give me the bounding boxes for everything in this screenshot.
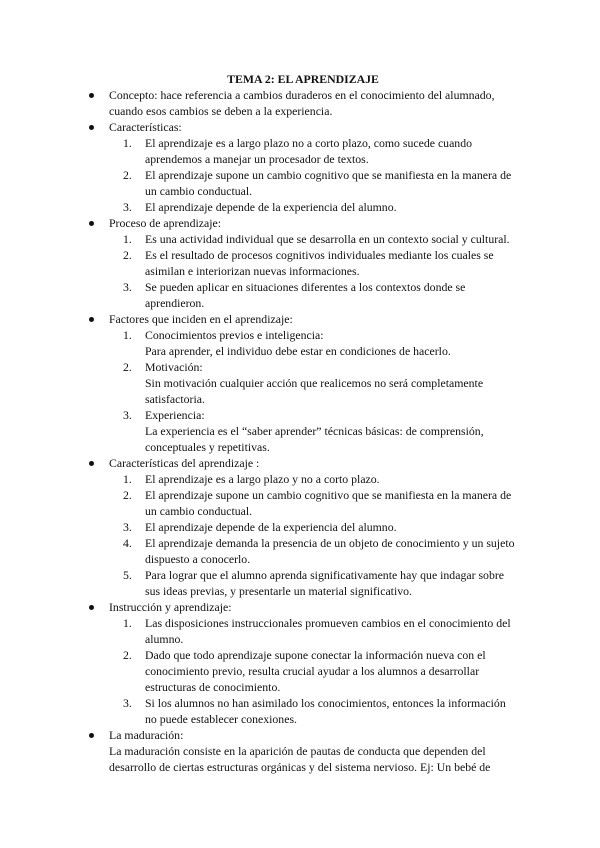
item-text: El aprendizaje supone un cambio cognitivo que se manifiesta en la manera de: [145, 488, 512, 502]
item-number: 2.: [123, 648, 132, 662]
item-number: 2.: [123, 248, 132, 262]
item-number: 3.: [123, 280, 132, 294]
item-number: 1.: [123, 136, 132, 150]
numbered-item: [0, 695, 600, 711]
numbered-item: [0, 471, 600, 487]
item-text: La experiencia es el “saber aprender” técnicas básicas: de comprensión,: [145, 424, 484, 438]
bullet-item: [0, 599, 600, 615]
item-text: aprendieron.: [145, 296, 205, 310]
item-text: sus ideas previas, y presentarle un material significativo.: [145, 584, 412, 598]
bullet-item: [0, 119, 600, 135]
bullet-text: Factores que inciden en el aprendizaje:: [109, 312, 293, 326]
numbered-item-continuation: [0, 551, 600, 567]
item-number: 2.: [123, 168, 132, 182]
item-text: estructuras de conocimiento.: [145, 680, 281, 694]
bullet-text: Proceso de aprendizaje:: [109, 216, 222, 230]
page-title: TEMA 2: EL APRENDIZAJE: [227, 72, 379, 86]
bullet-item: [0, 727, 600, 743]
item-text: satisfactoria.: [145, 392, 205, 406]
bullet-text: Concepto: hace referencia a cambios duraderos en el conocimiento del alumnado,: [109, 88, 495, 102]
numbered-item-continuation: [0, 263, 600, 279]
numbered-item-continuation: [0, 631, 600, 647]
item-text: conocimiento previo, resulta crucial ayudar a los alumnos a desarrollar: [145, 664, 480, 678]
numbered-item-continuation: [0, 583, 600, 599]
numbered-item-continuation: [0, 711, 600, 727]
numbered-item: [0, 519, 600, 535]
numbered-item: [0, 247, 600, 263]
item-text: El aprendizaje depende de la experiencia del alumno.: [145, 200, 397, 214]
item-number: 5.: [123, 568, 132, 582]
item-text: Es una actividad individual que se desarrolla en un contexto social y cultural.: [145, 232, 510, 246]
numbered-item: [0, 167, 600, 183]
item-text: El aprendizaje es a largo plazo y no a corto plazo.: [145, 472, 380, 486]
numbered-item-continuation: [0, 663, 600, 679]
item-text: un cambio conductual.: [145, 184, 253, 198]
item-number: 2.: [123, 488, 132, 502]
item-number: 1.: [123, 616, 132, 630]
bullet-text: Características:: [109, 120, 182, 134]
numbered-item: [0, 407, 600, 423]
numbered-item-continuation: [0, 295, 600, 311]
item-text: dispuesto a conocerlo.: [145, 552, 251, 566]
bullet-item: [0, 455, 600, 471]
item-text: aprendemos a manejar un procesador de textos.: [145, 152, 369, 166]
bullet-text: La maduración:: [109, 728, 184, 742]
numbered-item: [0, 135, 600, 151]
item-number: 3.: [123, 408, 132, 422]
bullet-item: [0, 87, 600, 103]
numbered-item: [0, 279, 600, 295]
numbered-item: [0, 647, 600, 663]
item-text: Conocimientos previos e inteligencia:: [145, 328, 324, 342]
bullet-dot-icon: [89, 125, 94, 130]
item-text: Sin motivación cualquier acción que realicemos no será completamente: [145, 376, 484, 390]
item-text: Para lograr que el alumno aprenda significativamente hay que indagar sobre: [145, 568, 505, 582]
numbered-item: [0, 231, 600, 247]
numbered-item: [0, 199, 600, 215]
item-text: alumno.: [145, 632, 184, 646]
item-text: El aprendizaje demanda la presencia de un objeto de conocimiento y un sujeto: [145, 536, 515, 550]
item-text: El aprendizaje depende de la experiencia del alumno.: [145, 520, 397, 534]
numbered-item: [0, 567, 600, 583]
bullet-item-continuation: [0, 743, 600, 759]
item-number: 3.: [123, 520, 132, 534]
bullet-dot-icon: [89, 605, 94, 610]
item-text: Dado que todo aprendizaje supone conectar la información nueva con el: [145, 648, 486, 662]
numbered-item-continuation: [0, 183, 600, 199]
item-text: conceptuales y repetitivas.: [145, 440, 270, 454]
item-number: 4.: [123, 536, 132, 550]
item-text: El aprendizaje supone un cambio cognitivo que se manifiesta en la manera de: [145, 168, 512, 182]
item-text: Experiencia:: [145, 408, 205, 422]
bullet-dot-icon: [89, 317, 94, 322]
bullet-dot-icon: [89, 461, 94, 466]
item-number: 3.: [123, 696, 132, 710]
numbered-item-continuation: [0, 343, 600, 359]
bullet-item-continuation: [0, 103, 600, 119]
numbered-item-continuation: [0, 439, 600, 455]
item-text: El aprendizaje es a largo plazo no a corto plazo, como sucede cuando: [145, 136, 473, 150]
item-number: 1.: [123, 232, 132, 246]
bullet-dot-icon: [89, 733, 94, 738]
numbered-item-continuation: [0, 375, 600, 391]
item-number: 1.: [123, 472, 132, 486]
numbered-item-continuation: [0, 679, 600, 695]
numbered-item: [0, 359, 600, 375]
bullet-text: Instrucción y aprendizaje:: [109, 600, 232, 614]
item-text: Es el resultado de procesos cognitivos individuales mediante los cuales se: [145, 248, 494, 262]
bullet-dot-icon: [89, 93, 94, 98]
bullet-dot-icon: [89, 221, 94, 226]
bullet-item: [0, 311, 600, 327]
numbered-item: [0, 535, 600, 551]
item-text: Si los alumnos no han asimilado los conocimientos, entonces la información: [145, 696, 506, 710]
numbered-item: [0, 615, 600, 631]
item-number: 2.: [123, 360, 132, 374]
item-text: no puede establecer conexiones.: [145, 712, 297, 726]
bullet-text: desarrollo de ciertas estructuras orgánicas y del sistema nervioso. Ej: Un bebé de: [109, 760, 491, 774]
numbered-item-continuation: [0, 423, 600, 439]
bullet-item: [0, 215, 600, 231]
numbered-item: [0, 327, 600, 343]
bullet-text: Características del aprendizaje :: [109, 456, 260, 470]
item-text: Motivación:: [145, 360, 203, 374]
item-text: Se pueden aplicar en situaciones diferentes a los contextos donde se: [145, 280, 466, 294]
item-text: asimilan e interiorizan nuevas informaciones.: [145, 264, 360, 278]
numbered-item: [0, 487, 600, 503]
bullet-text: cuando esos cambios se deben a la experiencia.: [109, 104, 333, 118]
item-text: Las disposiciones instruccionales promueven cambios en el conocimiento del: [145, 616, 511, 630]
item-text: un cambio conductual.: [145, 504, 253, 518]
bullet-item-continuation: [0, 759, 600, 775]
numbered-item-continuation: [0, 503, 600, 519]
item-number: 3.: [123, 200, 132, 214]
numbered-item-continuation: [0, 391, 600, 407]
numbered-item-continuation: [0, 151, 600, 167]
item-text: Para aprender, el individuo debe estar en condiciones de hacerlo.: [145, 344, 451, 358]
item-number: 1.: [123, 328, 132, 342]
bullet-text: La maduración consiste en la aparición de pautas de conducta que dependen del: [109, 744, 486, 758]
document-content: [0, 71, 600, 775]
